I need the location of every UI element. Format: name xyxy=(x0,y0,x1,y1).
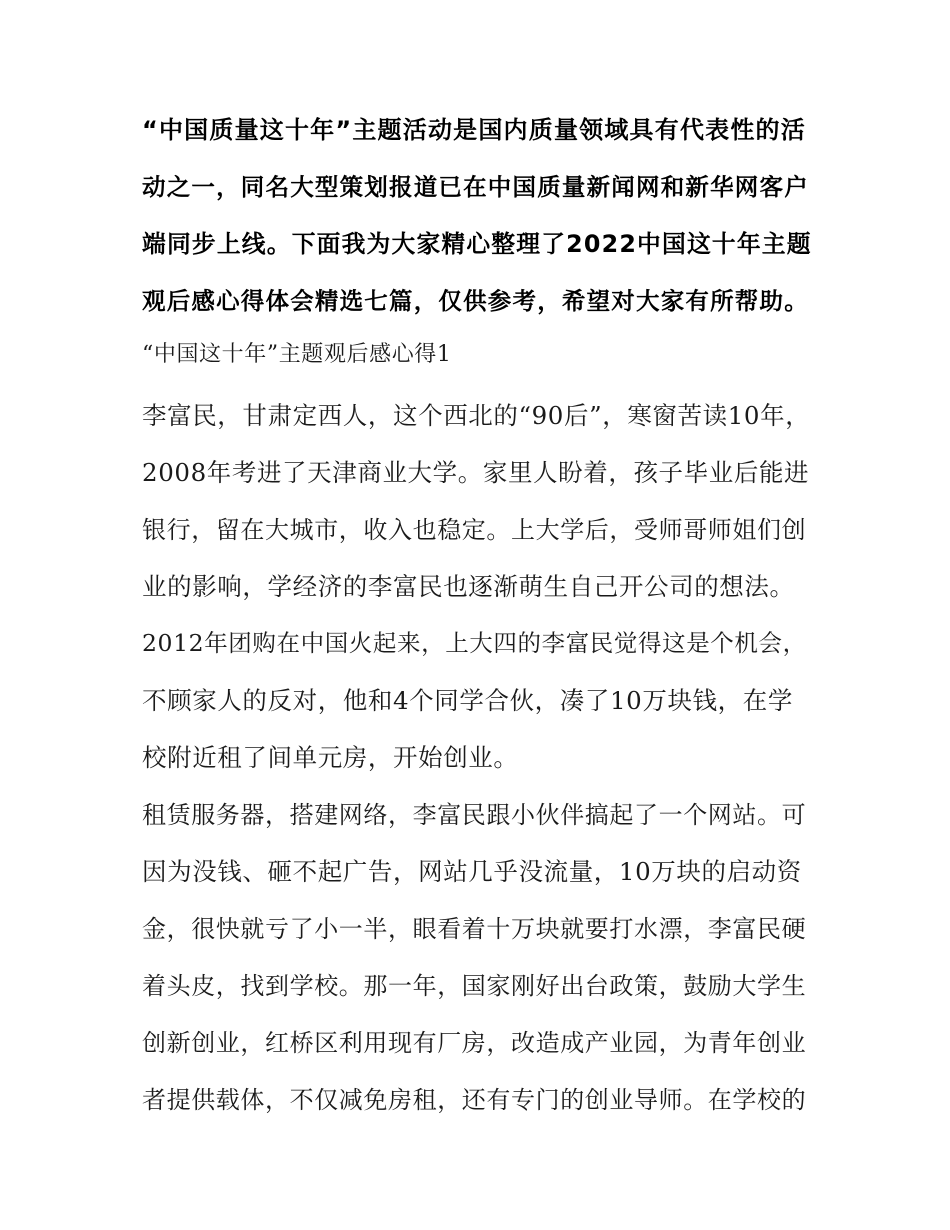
intro-line-4: 观后感心得体会精选七篇，仅供参考，希望对大家有所帮助。 xyxy=(142,287,809,315)
body-line-12: 创新创业，红桥区利用现有厂房，改造成产业园，为青年创业 xyxy=(142,1029,807,1057)
body-line-6: 不顾家人的反对，他和4个同学合伙，凑了10万块钱，在学 xyxy=(142,686,793,715)
body-line-10: 金，很快就亏了小一半，眼看着十万块就要打水漂，李富民硬 xyxy=(142,915,807,943)
body-line-8: 租赁服务器，搭建网络，李富民跟小伙伴搞起了一个网站。可 xyxy=(142,801,807,829)
body-line-4: 业的影响，学经济的李富民也逐渐萌生自己开公司的想法。 xyxy=(142,572,795,601)
body-line-2: 2008年考进了天津商业大学。家里人盼着，孩子毕业后能进 xyxy=(142,458,810,487)
body-line-11: 着头皮，找到学校。那一年，国家刚好出台政策，鼓励大学生 xyxy=(142,972,807,1000)
body-line-9: 因为没钱、砸不起广告，网站几乎没流量，10万块的启动资 xyxy=(142,857,802,886)
section-title: “中国这十年”主题观后感心得1 xyxy=(142,342,452,367)
intro-line-2: 动之一，同名大型策划报道已在中国质量新闻网和新华网客户 xyxy=(142,173,809,201)
body-line-13: 者提供载体，不仅减免房租，还有专门的创业导师。在学校的 xyxy=(142,1086,807,1114)
body-line-7: 校附近租了间单元房，开始创业。 xyxy=(142,743,519,772)
body-line-5: 2012年团购在中国火起来，上大四的李富民觉得这是个机会， xyxy=(142,629,807,657)
body-line-1: 李富民，甘肃定西人，这个西北的“90后”，寒窗苦读10年， xyxy=(142,401,811,430)
intro-line-1: “中国质量这十年”主题活动是国内质量领域具有代表性的活 xyxy=(142,116,806,144)
body-line-3: 银行，留在大城市，收入也稳定。上大学后，受师哥师姐们创 xyxy=(142,516,807,544)
intro-line-3: 端同步上线。下面我为大家精心整理了2022中国这十年主题 xyxy=(142,230,812,258)
